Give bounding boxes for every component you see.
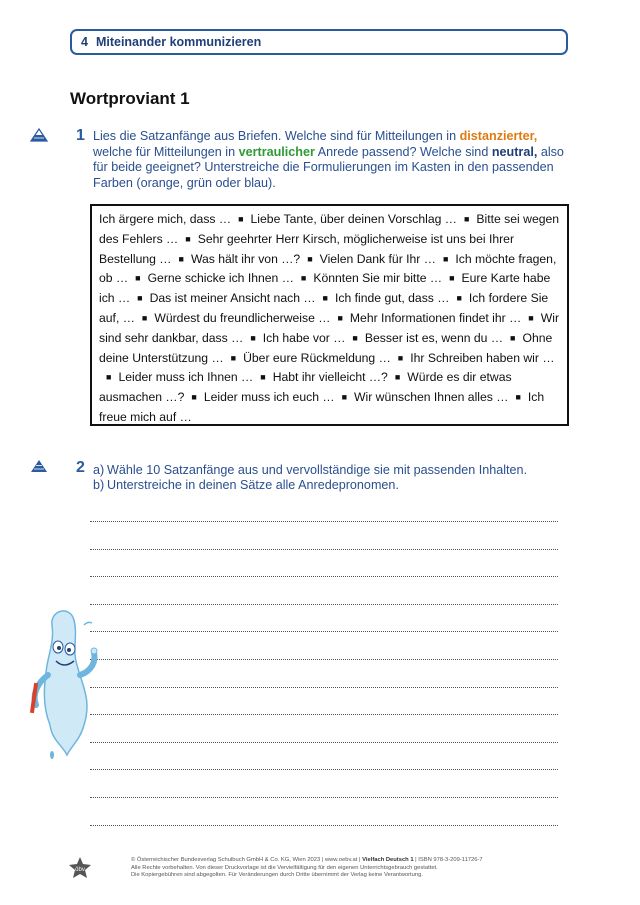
separator-square-icon: ■: [394, 372, 401, 383]
separator-square-icon: ■: [456, 293, 462, 304]
separator-square-icon: ■: [230, 352, 237, 363]
separator-square-icon: ■: [300, 273, 307, 284]
phrase-item[interactable]: Das ist meiner Ansicht nach …: [149, 291, 316, 306]
separator-square-icon: ■: [260, 372, 266, 383]
keyword-neutral: neutral,: [491, 144, 538, 159]
separator-square-icon: ■: [528, 312, 534, 323]
phrase-item[interactable]: Ich ärgere mich, dass …: [99, 212, 232, 226]
writing-line[interactable]: [90, 549, 558, 550]
separator-square-icon: ■: [307, 253, 313, 264]
separator-square-icon: ■: [463, 214, 470, 224]
separator-square-icon: ■: [178, 253, 184, 264]
page-title: Wortproviant 1: [70, 89, 190, 108]
phrase-item[interactable]: Ich freue mich auf …: [99, 390, 545, 424]
phrase-item[interactable]: Über eure Rückmeldung …: [243, 350, 391, 365]
separator-square-icon: ■: [442, 253, 449, 264]
writing-line[interactable]: [90, 797, 558, 798]
difficulty-level-icon-2: [30, 459, 48, 473]
separator-square-icon: ■: [238, 214, 244, 224]
writing-line[interactable]: [90, 631, 558, 632]
chapter-title: Miteinander kommunizieren: [95, 35, 262, 49]
phrase-item[interactable]: Was hält ihr von …?: [190, 251, 301, 266]
writing-line[interactable]: [90, 576, 558, 577]
phrase-item[interactable]: Gerne schicke ich Ihnen …: [147, 271, 294, 286]
phrase-item[interactable]: Würdest du freundlicherweise …: [154, 310, 331, 325]
separator-square-icon: ■: [341, 392, 347, 403]
ghost-mascot-illustration: [22, 605, 112, 765]
separator-square-icon: ■: [449, 273, 455, 284]
separator-square-icon: ■: [397, 352, 404, 363]
phrase-item[interactable]: Würde es dir etwas ausmachen …?: [99, 370, 512, 405]
phrase-item[interactable]: Leider muss ich euch …: [203, 390, 335, 405]
chapter-header: [70, 29, 568, 55]
task-2a: a) Wähle 10 Satzanfänge aus und vervollständige sie mit passenden Inhalten.: [93, 463, 528, 477]
phrase-item[interactable]: Bitte sei wegen des Fehlers …: [99, 212, 560, 246]
phrase-item[interactable]: Liebe Tante, über deinen Vorschlag …: [250, 212, 457, 226]
phrase-item[interactable]: Sehr geehrter Herr Kirsch, möglicherweise ist uns bei Ihrer Bestellung …: [99, 231, 515, 266]
keyword-vertraulicher: vertraulicher: [238, 144, 315, 159]
separator-square-icon: ■: [250, 332, 256, 343]
separator-square-icon: ■: [135, 273, 141, 284]
task-2b: b) Unterstreiche in deinen Sätze alle Anredepronomen.: [93, 478, 399, 492]
phrase-item[interactable]: Könnten Sie mir bitte …: [313, 271, 443, 286]
phrase-item[interactable]: Ich habe vor …: [262, 330, 346, 345]
writing-line[interactable]: [90, 687, 558, 688]
phrase-item[interactable]: Ihr Schreiben haben wir …: [410, 350, 555, 365]
separator-square-icon: ■: [515, 392, 521, 403]
separator-square-icon: ■: [337, 312, 343, 323]
phrase-box: [90, 204, 569, 426]
chapter-number: 4: [81, 35, 88, 49]
separator-square-icon: ■: [352, 332, 358, 343]
keyword-distanzierter: distanzierter,: [459, 129, 538, 143]
task-1-instructions: Lies die Satzanfänge aus Briefen. Welche sind für Mitteilungen in distanzierter, welche für Mitteilungen in vertraulicher Anrede passend? Welche sind neutral, also für beide geeignet? Unterstreiche die Formulierungen im Kasten in den passenden Farben (orange, grün oder blau).: [93, 129, 564, 190]
writing-line[interactable]: [90, 769, 558, 770]
publisher-logo-icon: [68, 856, 92, 880]
separator-square-icon: ■: [141, 312, 148, 323]
phrase-item[interactable]: Ich fordere Sie auf, …: [99, 291, 549, 325]
svg-text:öbv: öbv: [75, 867, 85, 873]
phrase-item[interactable]: Besser ist es, wenn du …: [364, 330, 504, 345]
phrase-item[interactable]: Ohne deine Unterstützung …: [99, 330, 553, 365]
writing-line[interactable]: [90, 659, 558, 660]
writing-line[interactable]: [90, 714, 558, 715]
writing-line[interactable]: [90, 825, 558, 826]
task-1-number: 1: [76, 127, 85, 144]
footer-copyright: © Österreichischer Bundesverlag Schulbuch GmbH & Co. KG, Wien 2023 | www.oebv.at | Vielfach Deutsch 1 | ISBN 978-3-209-11726-7 Alle Rechte vorbehalten. Von dieser Druckvorlage ist die Vervielfältigung für den eigenen Unterrichtsgebrauch gestattet. Die Kopiergebühren sind abgegolten. Für Veränderungen durch Dritte übernimmt der Verlag keine Verantwortung.: [131, 857, 483, 878]
separator-square-icon: ■: [106, 372, 112, 383]
phrase-item[interactable]: Ich möchte fragen, ob …: [99, 251, 557, 286]
phrase-item[interactable]: Habt ihr vielleicht …?: [272, 370, 388, 385]
writing-line[interactable]: [90, 521, 558, 522]
writing-line[interactable]: [90, 604, 558, 605]
phrase-item[interactable]: Wir wünschen Ihnen alles …: [354, 390, 509, 405]
separator-square-icon: ■: [322, 293, 328, 304]
difficulty-level-icon: [30, 128, 48, 142]
task-2-number: 2: [76, 459, 85, 476]
separator-square-icon: ■: [510, 332, 516, 343]
writing-line[interactable]: [90, 742, 558, 743]
phrase-item[interactable]: Vielen Dank für Ihr …: [319, 251, 436, 266]
separator-square-icon: ■: [137, 293, 143, 304]
phrase-item[interactable]: Mehr Informationen findet ihr …: [349, 310, 522, 325]
phrase-item[interactable]: Eure Karte habe ich …: [99, 271, 551, 306]
separator-square-icon: ■: [191, 392, 197, 403]
phrase-item[interactable]: Leider muss ich Ihnen …: [118, 370, 254, 385]
phrase-item[interactable]: Ich finde gut, dass …: [334, 291, 450, 306]
separator-square-icon: ■: [185, 233, 191, 244]
phrase-item[interactable]: Wir sind sehr dankbar, dass …: [99, 310, 560, 345]
